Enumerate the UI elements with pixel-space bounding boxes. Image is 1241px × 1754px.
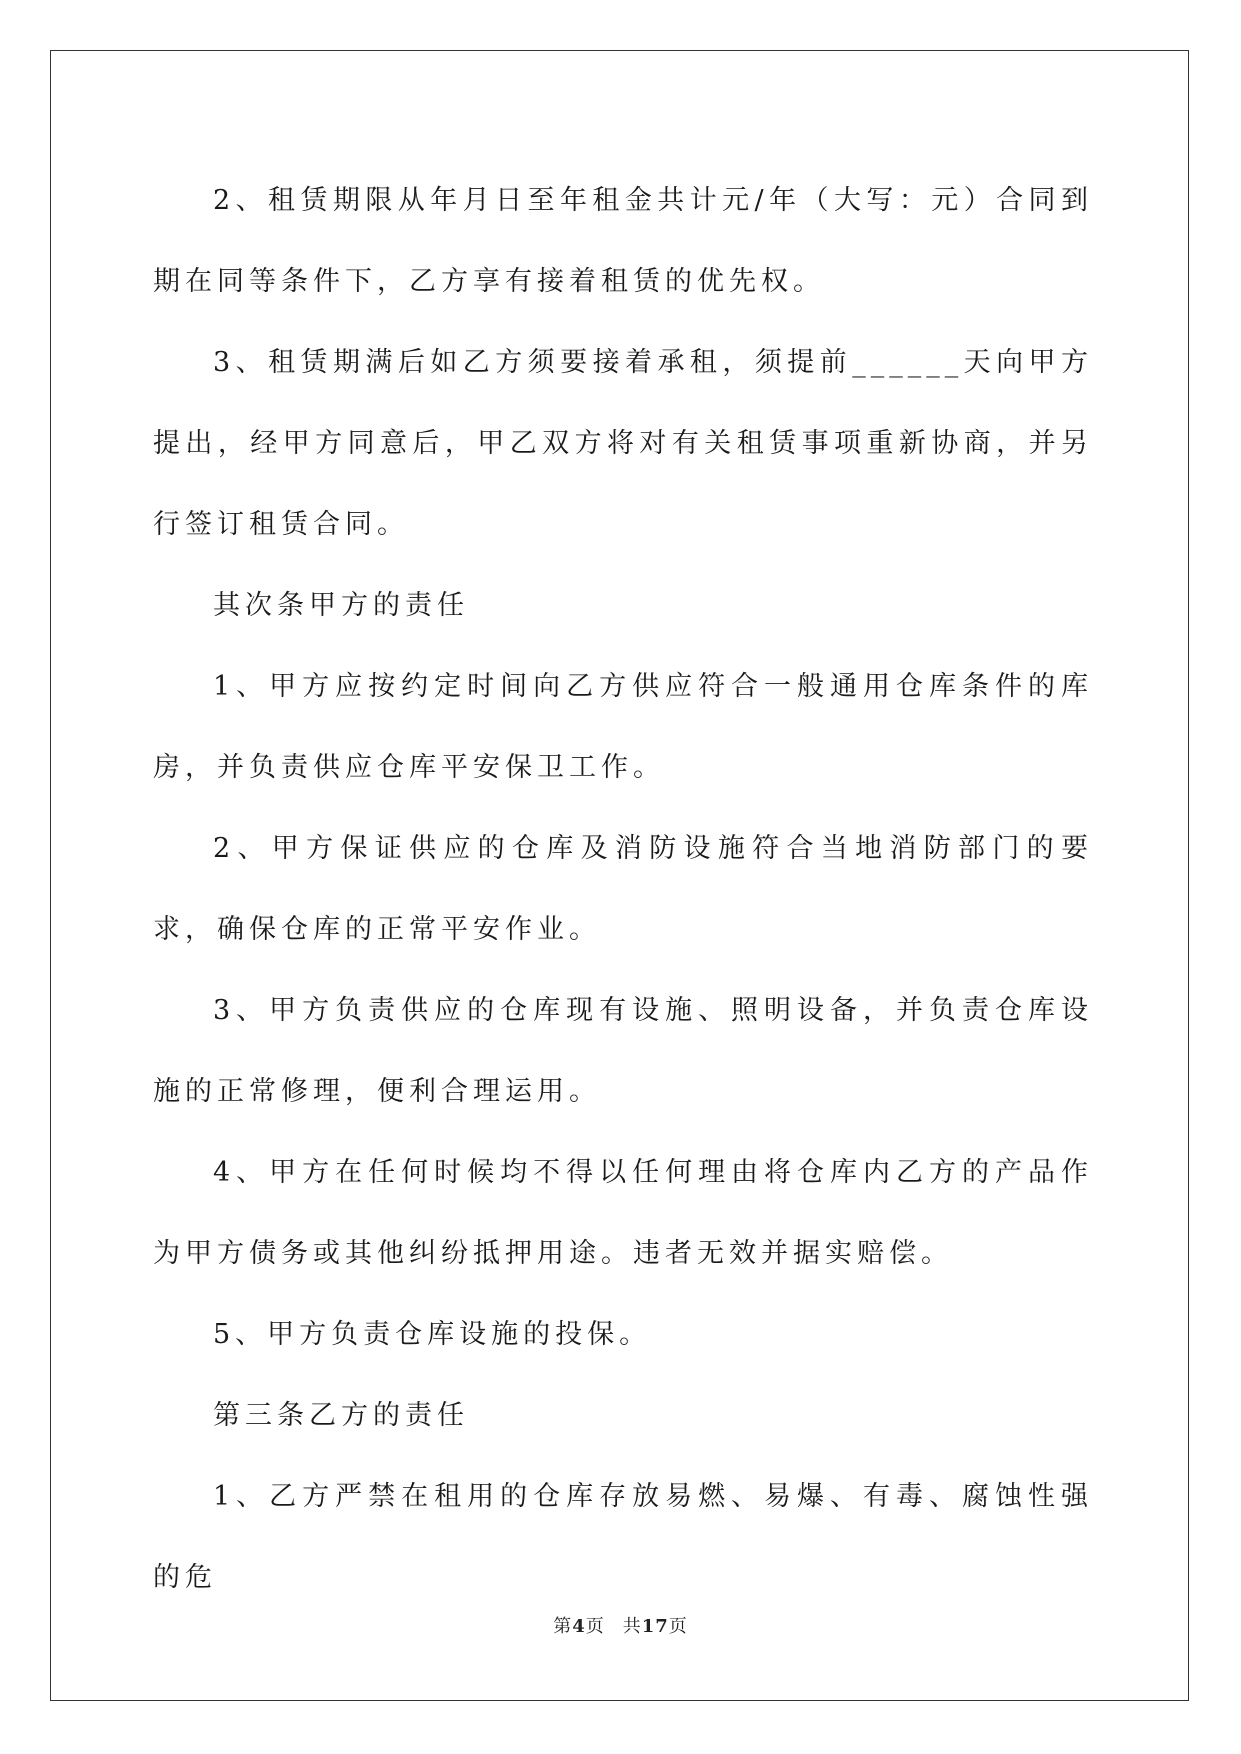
paragraph: 1、乙方严禁在租用的仓库存放易燃、易爆、有毒、腐蚀性强的危 xyxy=(153,1481,1093,1593)
page-label-prefix: 第 xyxy=(553,1616,573,1637)
total-page-number: 17 xyxy=(641,1616,669,1637)
paragraph: 1、甲方应按约定时间向乙方供应符合一般通用仓库条件的库房，并负责供应仓库平安保卫工作。 xyxy=(153,671,1093,783)
page-label-suffix: 页 xyxy=(585,1616,605,1637)
section-heading: 其次条甲方的责任 xyxy=(213,590,469,621)
paragraph: 4、甲方在任何时候均不得以任何理由将仓库内乙方的产品作为甲方债务或其他纠纷抵押用途。违者无效并据实赔偿。 xyxy=(153,1157,1093,1269)
paragraph: 2、甲方保证供应的仓库及消防设施符合当地消防部门的要求，确保仓库的正常平安作业。 xyxy=(153,833,1093,945)
section-heading: 第三条乙方的责任 xyxy=(213,1400,469,1431)
document-body xyxy=(153,160,1093,1618)
total-label-prefix: 共 xyxy=(622,1616,642,1637)
page-footer xyxy=(0,1612,1241,1638)
paragraph: 2、租赁期限从年月日至年租金共计元/年（大写：元）合同到期在同等条件下，乙方享有接着租赁的优先权。 xyxy=(153,185,1093,297)
paragraph: 3、租赁期满后如乙方须要接着承租，须提前______天向甲方提出，经甲方同意后，甲乙双方将对有关租赁事项重新协商，并另行签订租赁合同。 xyxy=(153,347,1093,540)
current-page-number: 4 xyxy=(572,1616,586,1637)
total-label-suffix: 页 xyxy=(668,1616,688,1637)
paragraph: 3、甲方负责供应的仓库现有设施、照明设备，并负责仓库设施的正常修理，便利合理运用。 xyxy=(153,995,1093,1107)
paragraph: 5、甲方负责仓库设施的投保。 xyxy=(213,1319,652,1350)
